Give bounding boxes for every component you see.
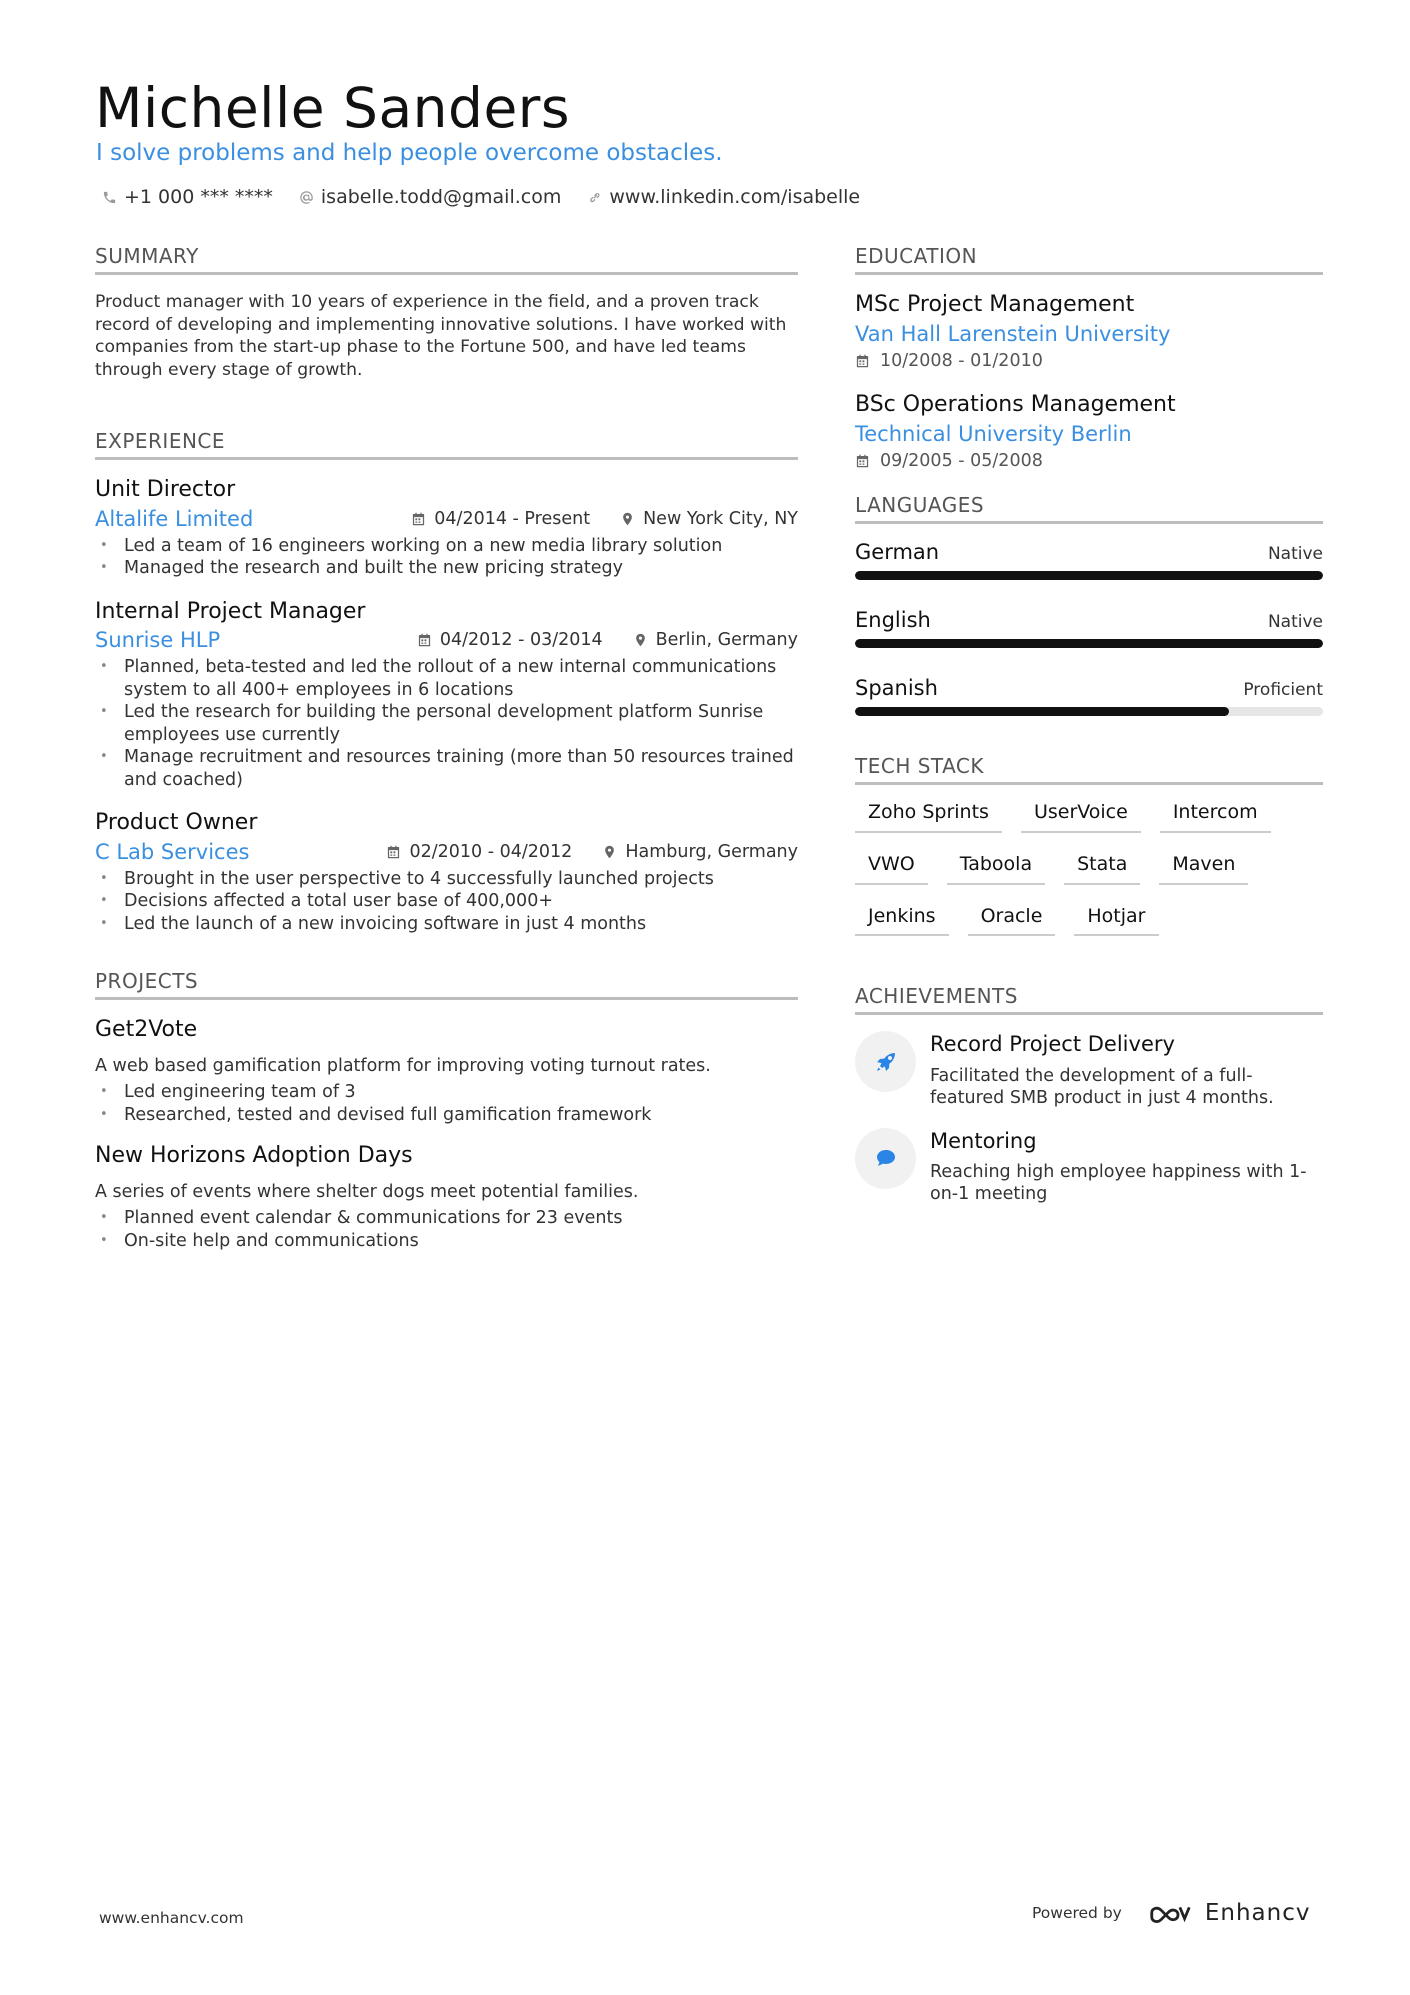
bullet-item: • Planned, beta-tested and led the rollout of a new internal communications system to all 400+ employees in 6 locations [95,656,798,701]
footer-branding [1032,1900,1310,1926]
summary-text: Product manager with 10 years of experience in the field, and a proven track record of developing and implementing innovative solutions. I have worked with companies from the start-up phase to the Fortune 500, and have led teams through every stage of growth. [95,292,787,380]
achievement-icon-badge [855,1128,916,1189]
projects-section [95,969,798,1252]
achievement-entry [855,1031,1323,1109]
job-location [602,842,798,862]
projects-title: PROJECTS [95,969,798,1000]
job-dates-text: 04/2014 - Present [434,508,591,529]
language-row [855,676,1323,700]
company-name: C Lab Services [95,839,250,864]
chat-bubble-icon [874,1146,898,1170]
language-bar [855,571,1323,580]
job-meta-right [386,842,798,862]
degree: MSc Project Management [855,292,1135,317]
job-location-text: Hamburg, Germany [625,841,798,862]
language-bar-fill [855,639,1323,648]
calendar-icon [417,632,432,648]
phone-icon [102,190,117,205]
project-bullets [95,1207,798,1252]
left-column [95,244,798,1268]
job-title: Internal Project Manager [95,598,366,624]
bullet-item: • Led engineering team of 3 [95,1081,798,1104]
achievements-title: ACHIEVEMENTS [855,984,1323,1015]
project-title: Get2Vote [95,1017,198,1043]
education-section [855,244,1323,471]
job-dates [386,842,572,862]
contact-phone[interactable] [102,186,273,208]
location-pin-icon [602,844,617,860]
job-entry [95,476,798,580]
tech-tag: Jenkins [855,905,949,937]
bullet-item: • Brought in the user perspective to 4 successfully launched projects [95,868,798,891]
job-location [633,630,798,650]
tagline: I solve problems and help people overcome obstacles. [96,140,723,166]
company-name: Sunrise HLP [95,628,221,653]
achievement-entry [855,1128,1323,1206]
language-name: English [855,607,931,632]
email-text: isabelle.todd@gmail.com [320,186,562,208]
candidate-name: Michelle Sanders [95,76,571,140]
company-name: Altalife Limited [95,506,254,531]
contact-linkedin[interactable] [587,186,860,208]
project-bullets [95,1081,798,1126]
tech-stack-title: TECH STACK [855,754,1323,785]
tech-tag: UserVoice [1021,801,1141,833]
degree: BSc Operations Management [855,391,1176,417]
education-entry [855,391,1323,471]
experience-title: EXPERIENCE [95,429,798,460]
language-level: Native [1267,611,1323,632]
bullet-item: • Managed the research and built the new pricing strategy [95,557,798,580]
achievement-title: Record Project Delivery [930,1032,1175,1057]
job-dates-text: 04/2012 - 03/2014 [439,630,603,651]
phone-text: +1 000 *** **** [124,186,273,208]
calendar-icon [855,453,870,469]
project-description: A series of events where shelter dogs meet potential families. [95,1181,639,1202]
bullet-item: • Planned event calendar & communications for 23 events [95,1207,798,1230]
summary-section [95,244,798,381]
achievements-section [855,984,1323,1206]
tech-tag: Intercom [1160,801,1271,833]
brand-logo[interactable] [1148,1900,1311,1926]
right-column [855,244,1323,1224]
bullet-item: • On-site help and communications [95,1230,798,1253]
tech-stack-section [855,754,1323,936]
languages-title: LANGUAGES [855,493,1323,524]
bullet-item: • Led the research for building the personal development platform Sunrise employees use currently [95,701,798,746]
achievement-body [930,1031,1323,1109]
experience-section [95,429,798,935]
contact-email[interactable] [299,186,561,208]
education-dates-text: 09/2005 - 05/2008 [880,450,1043,471]
language-name: German [855,539,940,564]
achievement-body [930,1128,1323,1206]
language-bar-fill [855,571,1323,580]
footer-website-link[interactable]: www.enhancv.com [99,1909,244,1927]
education-entry [855,291,1323,371]
job-title: Unit Director [95,477,236,502]
job-location [620,509,798,529]
job-meta-right [417,630,798,650]
job-bullets [95,656,798,791]
education-dates [855,451,1323,471]
project-entry [95,1142,798,1252]
powered-by-label: Powered by [1032,1904,1122,1922]
job-bullets [95,535,798,580]
brand-name: Enhancv [1204,1900,1311,1926]
calendar-icon [855,353,870,369]
education-title: EDUCATION [855,244,1323,275]
school-name: Van Hall Larenstein University [855,321,1171,346]
bullet-item: • Manage recruitment and resources training (more than 50 resources trained and coached) [95,746,798,791]
bullet-item: • Decisions affected a total user base of 400,000+ [95,890,798,913]
achievement-title: Mentoring [930,1128,1037,1153]
calendar-icon [386,844,401,860]
language-row [855,540,1323,564]
achievement-description: Reaching high employee happiness with 1-on-1 meeting [930,1161,1307,1205]
languages-section [855,493,1323,716]
tech-tag: Zoho Sprints [855,801,1002,833]
job-bullets [95,868,798,936]
link-icon [587,190,602,205]
job-dates [411,509,590,529]
tech-tag: Oracle [968,905,1056,937]
language-level: Proficient [1243,679,1323,700]
tech-tag: Maven [1159,853,1248,885]
language-bar [855,707,1323,716]
job-location-text: New York City, NY [643,508,798,529]
achievement-icon-badge [855,1031,916,1092]
bullet-item: • Led a team of 16 engineers working on a new media library solution [95,535,798,558]
summary-title: SUMMARY [95,244,798,275]
rocket-icon [874,1050,898,1074]
language-entry [855,676,1323,716]
job-entry [95,598,798,792]
calendar-icon [411,511,426,527]
language-row [855,608,1323,632]
project-entry [95,1016,798,1126]
tech-tag: Hotjar [1074,905,1158,937]
language-name: Spanish [855,675,938,700]
project-description: A web based gamification platform for improving voting turnout rates. [95,1055,711,1076]
job-location-text: Berlin, Germany [655,630,798,651]
job-dates [417,630,603,650]
language-entry [855,540,1323,580]
linkedin-text: www.linkedin.com/isabelle [609,186,861,208]
achievement-description: Facilitated the development of a full-featured SMB product in just 4 months. [930,1065,1274,1109]
language-level: Native [1267,543,1323,564]
project-title: New Horizons Adoption Days [95,1143,413,1169]
at-icon [299,190,314,205]
tech-tag: Taboola [947,853,1045,885]
location-pin-icon [633,632,648,648]
job-title: Product Owner [95,810,258,836]
job-meta [95,840,798,864]
job-meta-right [411,509,798,529]
contact-bar [102,186,860,208]
tech-tag: VWO [855,853,928,885]
enhancv-logo-icon [1148,1901,1193,1925]
job-entry [95,809,798,935]
language-entry [855,608,1323,648]
school-name: Technical University Berlin [855,421,1132,446]
job-meta [95,507,798,531]
education-dates [855,351,1323,371]
tech-stack-list [855,801,1323,936]
bullet-item: • Led the launch of a new invoicing software in just 4 months [95,913,798,936]
location-pin-icon [620,511,635,527]
tech-tag: Stata [1064,853,1140,885]
job-dates-text: 02/2010 - 04/2012 [409,841,573,862]
job-meta [95,628,798,652]
language-bar-fill [855,707,1229,716]
education-dates-text: 10/2008 - 01/2010 [880,350,1043,371]
bullet-item: • Researched, tested and devised full gamification framework [95,1104,798,1127]
language-bar [855,639,1323,648]
